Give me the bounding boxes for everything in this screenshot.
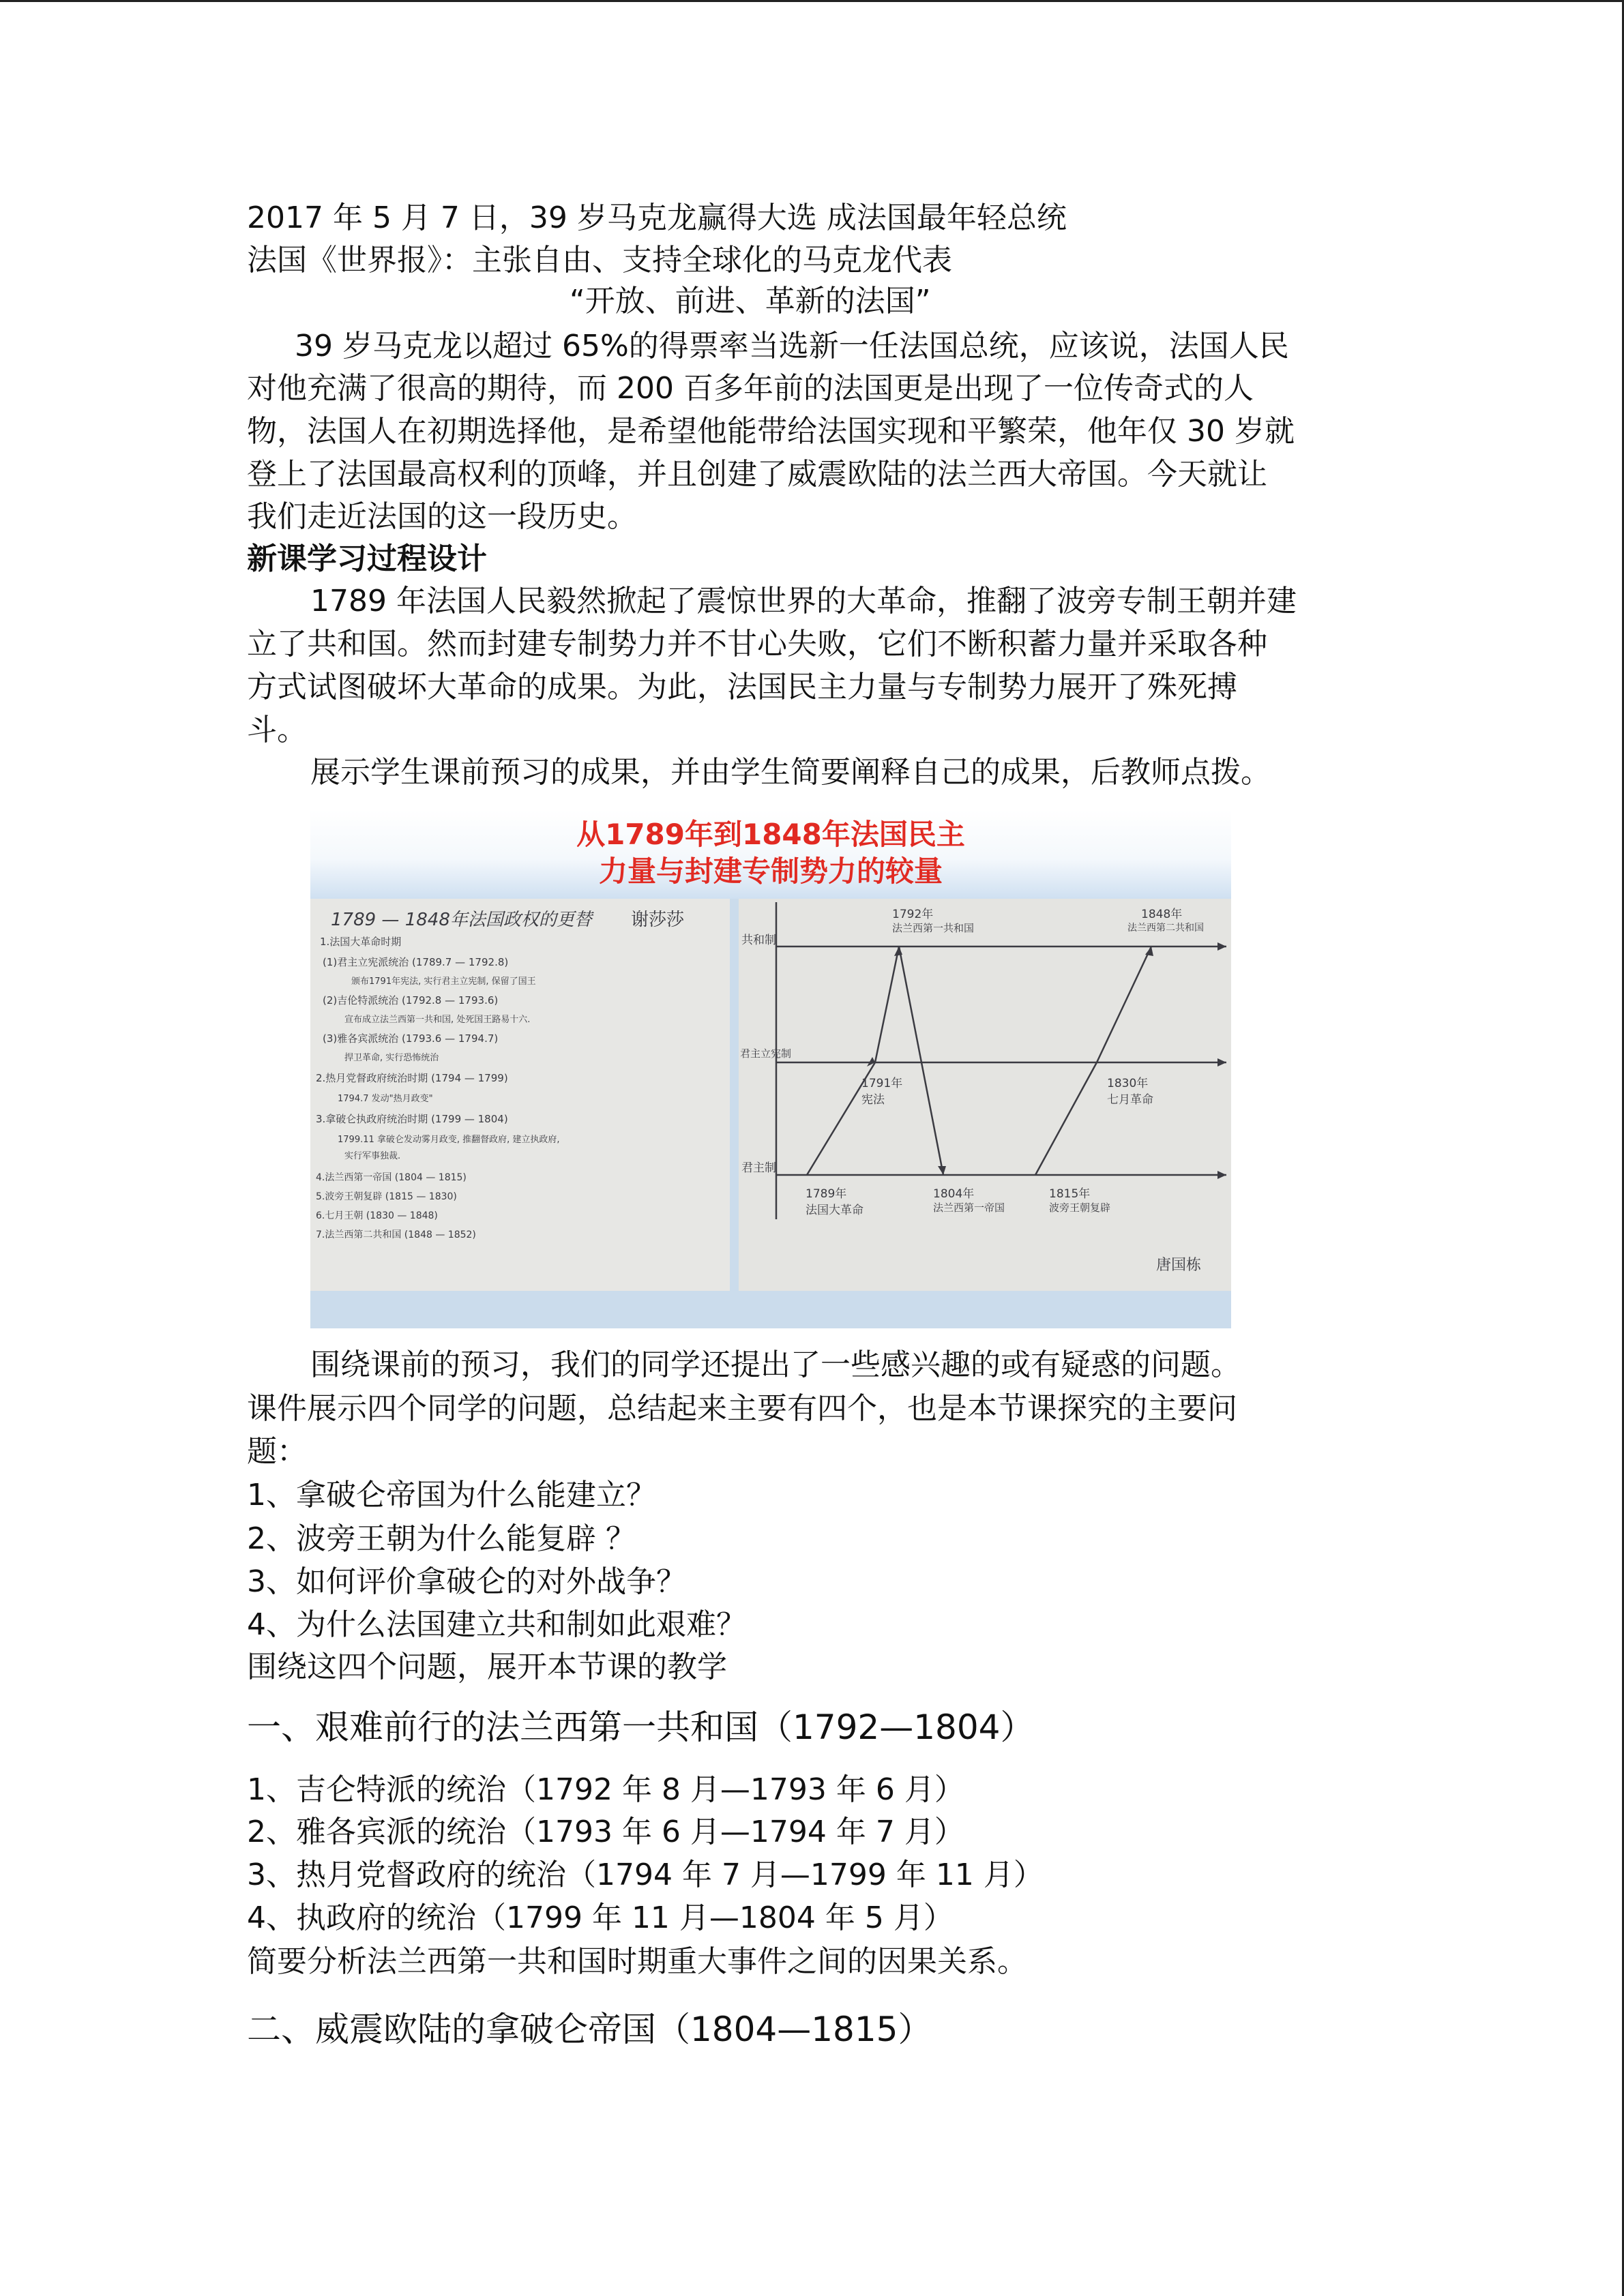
para4-line: 课件展示四个同学的问题，总结起来主要有四个，也是本节课探究的主要问: [247, 1391, 1237, 1426]
node-year: 1804年: [933, 1187, 975, 1201]
heading-2: 二、威震欧陆的拿破仑帝国（1804—1815）: [247, 2010, 932, 2049]
question-item: 3、如何评价拿破仑的对外战争？: [247, 1564, 686, 1599]
analysis-text: 简要分析法兰西第一共和国时期重大事件之间的因果关系。: [247, 1944, 1027, 1979]
notes-line: 7.法兰西第二共和国 (1848 — 1852): [316, 1229, 476, 1240]
notes-line: 1799.11 拿破仑发动雾月政变, 推翻督政府, 建立执政府,: [338, 1135, 560, 1145]
intro-para-line: 登上了法国最高权利的顶峰，并且创建了威震欧陆的法兰西大帝国。今天就让: [247, 457, 1267, 492]
questions-footer: 围绕这四个问题，展开本节课的教学: [247, 1650, 727, 1684]
question-item: 4、为什么法国建立共和制如此艰难？: [247, 1607, 746, 1642]
notes-line: 宣布成立法兰西第一共和国, 处死国王路易十六.: [344, 1015, 531, 1025]
para3: 展示学生课前预习的成果，并由学生简要阐释自己的成果，后教师点拨。: [310, 755, 1271, 790]
diagram-author: 唐国栋: [1156, 1257, 1202, 1274]
intro-para-line: 物，法国人在初期选择他，是希望他能带给法国实现和平繁荣，他年仅 30 岁就: [247, 414, 1295, 449]
figure-header: [310, 810, 1231, 899]
node-event: 宪法: [861, 1093, 885, 1107]
node-event: 法国大革命: [806, 1204, 863, 1217]
notes-header: 1789 — 1848年法国政权的更替: [331, 910, 592, 930]
notes-line: 实行军事独裁.: [344, 1151, 401, 1161]
node-year: 1792年: [892, 908, 934, 921]
figure-title-line-2: 力量与封建专制势力的较量: [598, 854, 943, 888]
page-border-top: [0, 0, 1624, 2]
intro-para-line: 对他充满了很高的期待，而 200 百多年前的法国更是出现了一位传奇式的人: [247, 371, 1254, 406]
notes-line: 5.波旁王朝复辟 (1815 — 1830): [316, 1191, 457, 1202]
node-year: 1830年: [1107, 1077, 1149, 1090]
node-year: 1848年: [1141, 908, 1183, 921]
period-item: 2、雅各宾派的统治（1793 年 6 月—1794 年 7 月）: [247, 1815, 964, 1849]
intro-line-1: 2017 年 5 月 7 日，39 岁马克龙赢得大选 成法国最年轻总统: [247, 200, 1067, 235]
notes-line: 2.热月党督政府统治时期 (1794 — 1799): [316, 1072, 508, 1084]
node-year: 1815年: [1049, 1187, 1091, 1201]
node-event: 法兰西第一帝国: [933, 1202, 1005, 1214]
para4-line: 题：: [247, 1434, 307, 1469]
row-label-constitutional: 君主立宪制: [740, 1047, 792, 1060]
notes-line: 捍卫革命, 实行恐怖统治: [344, 1053, 439, 1063]
notes-line: (1)君主立宪派统治 (1789.7 — 1792.8): [323, 956, 509, 968]
para2-line: 方式试图破坏大革命的成果。为此，法国民主力量与专制势力展开了殊死搏: [247, 670, 1237, 704]
section-title: 新课学习过程设计: [247, 541, 487, 576]
period-item: 4、执政府的统治（1799 年 11 月—1804 年 5 月）: [247, 1900, 954, 1935]
figure-body: [310, 899, 1231, 1328]
intro-para-line: 我们走近法国的这一段历史。: [247, 499, 637, 534]
row-label-republic: 共和制: [741, 934, 776, 947]
notes-author: 谢莎莎: [631, 910, 685, 930]
period-item: 3、热月党督政府的统治（1794 年 7 月—1799 年 11 月）: [247, 1858, 1044, 1892]
notes-line: 4.法兰西第一帝国 (1804 — 1815): [316, 1172, 467, 1183]
notes-line: 1794.7 发动"热月政变": [338, 1094, 433, 1104]
timeline-lines: [739, 899, 1231, 1291]
node-event: 法兰西第一共和国: [892, 922, 975, 934]
row-label-monarchy: 君主制: [741, 1161, 776, 1175]
figure-title-line-1: 从1789年到1848年法国民主: [576, 818, 965, 851]
question-item: 1、拿破仑帝国为什么能建立？: [247, 1478, 656, 1512]
notes-line: 颁布1791年宪法, 实行君主立宪制, 保留了国王: [351, 976, 536, 987]
para2-line: 立了共和国。然而封建专制势力并不甘心失败，它们不断积蓄力量并采取各种: [247, 627, 1267, 661]
period-item: 1、吉仑特派的统治（1792 年 8 月—1793 年 6 月）: [247, 1772, 964, 1807]
para4-line: 围绕课前的预习，我们的同学还提出了一些感兴趣的或有疑惑的问题。: [310, 1347, 1241, 1382]
notes-line: 6.七月王朝 (1830 — 1848): [316, 1210, 438, 1221]
node-event: 波旁王朝复辟: [1049, 1202, 1111, 1214]
node-year: 1789年: [806, 1187, 847, 1201]
intro-line-2: 法国《世界报》：主张自由、支持全球化的马克龙代表: [247, 243, 952, 278]
node-event: 七月革命: [1107, 1093, 1153, 1107]
question-item: 2、波旁王朝为什么能复辟 ？: [247, 1521, 636, 1556]
timeline-diagram-photo: [739, 899, 1231, 1291]
para2-line: 1789 年法国人民毅然掀起了震惊世界的大革命，推翻了波旁专制王朝并建: [310, 584, 1297, 618]
intro-para-line: 39 岁马克龙以超过 65%的得票率当选新一任法国总统，应该说，法国人民: [295, 329, 1289, 363]
para2-line: 斗。: [247, 713, 307, 747]
notes-line: 3.拿破仑执政府统治时期 (1799 — 1804): [316, 1113, 508, 1125]
notes-line: 1.法国大革命时期: [320, 936, 402, 948]
node-event: 法兰西第二共和国: [1127, 923, 1204, 934]
node-year: 1791年: [861, 1077, 903, 1090]
notes-line: (2)吉伦特派统治 (1792.8 — 1793.6): [323, 994, 499, 1007]
handwritten-notes-photo: [310, 899, 730, 1291]
comparison-figure: [310, 810, 1231, 1328]
notes-line: (3)雅各宾派统治 (1793.6 — 1794.7): [323, 1032, 499, 1045]
heading-1: 一、艰难前行的法兰西第一共和国（1792—1804）: [247, 1708, 1035, 1747]
intro-line-3: “开放、前进、革新的法国”: [570, 284, 931, 318]
